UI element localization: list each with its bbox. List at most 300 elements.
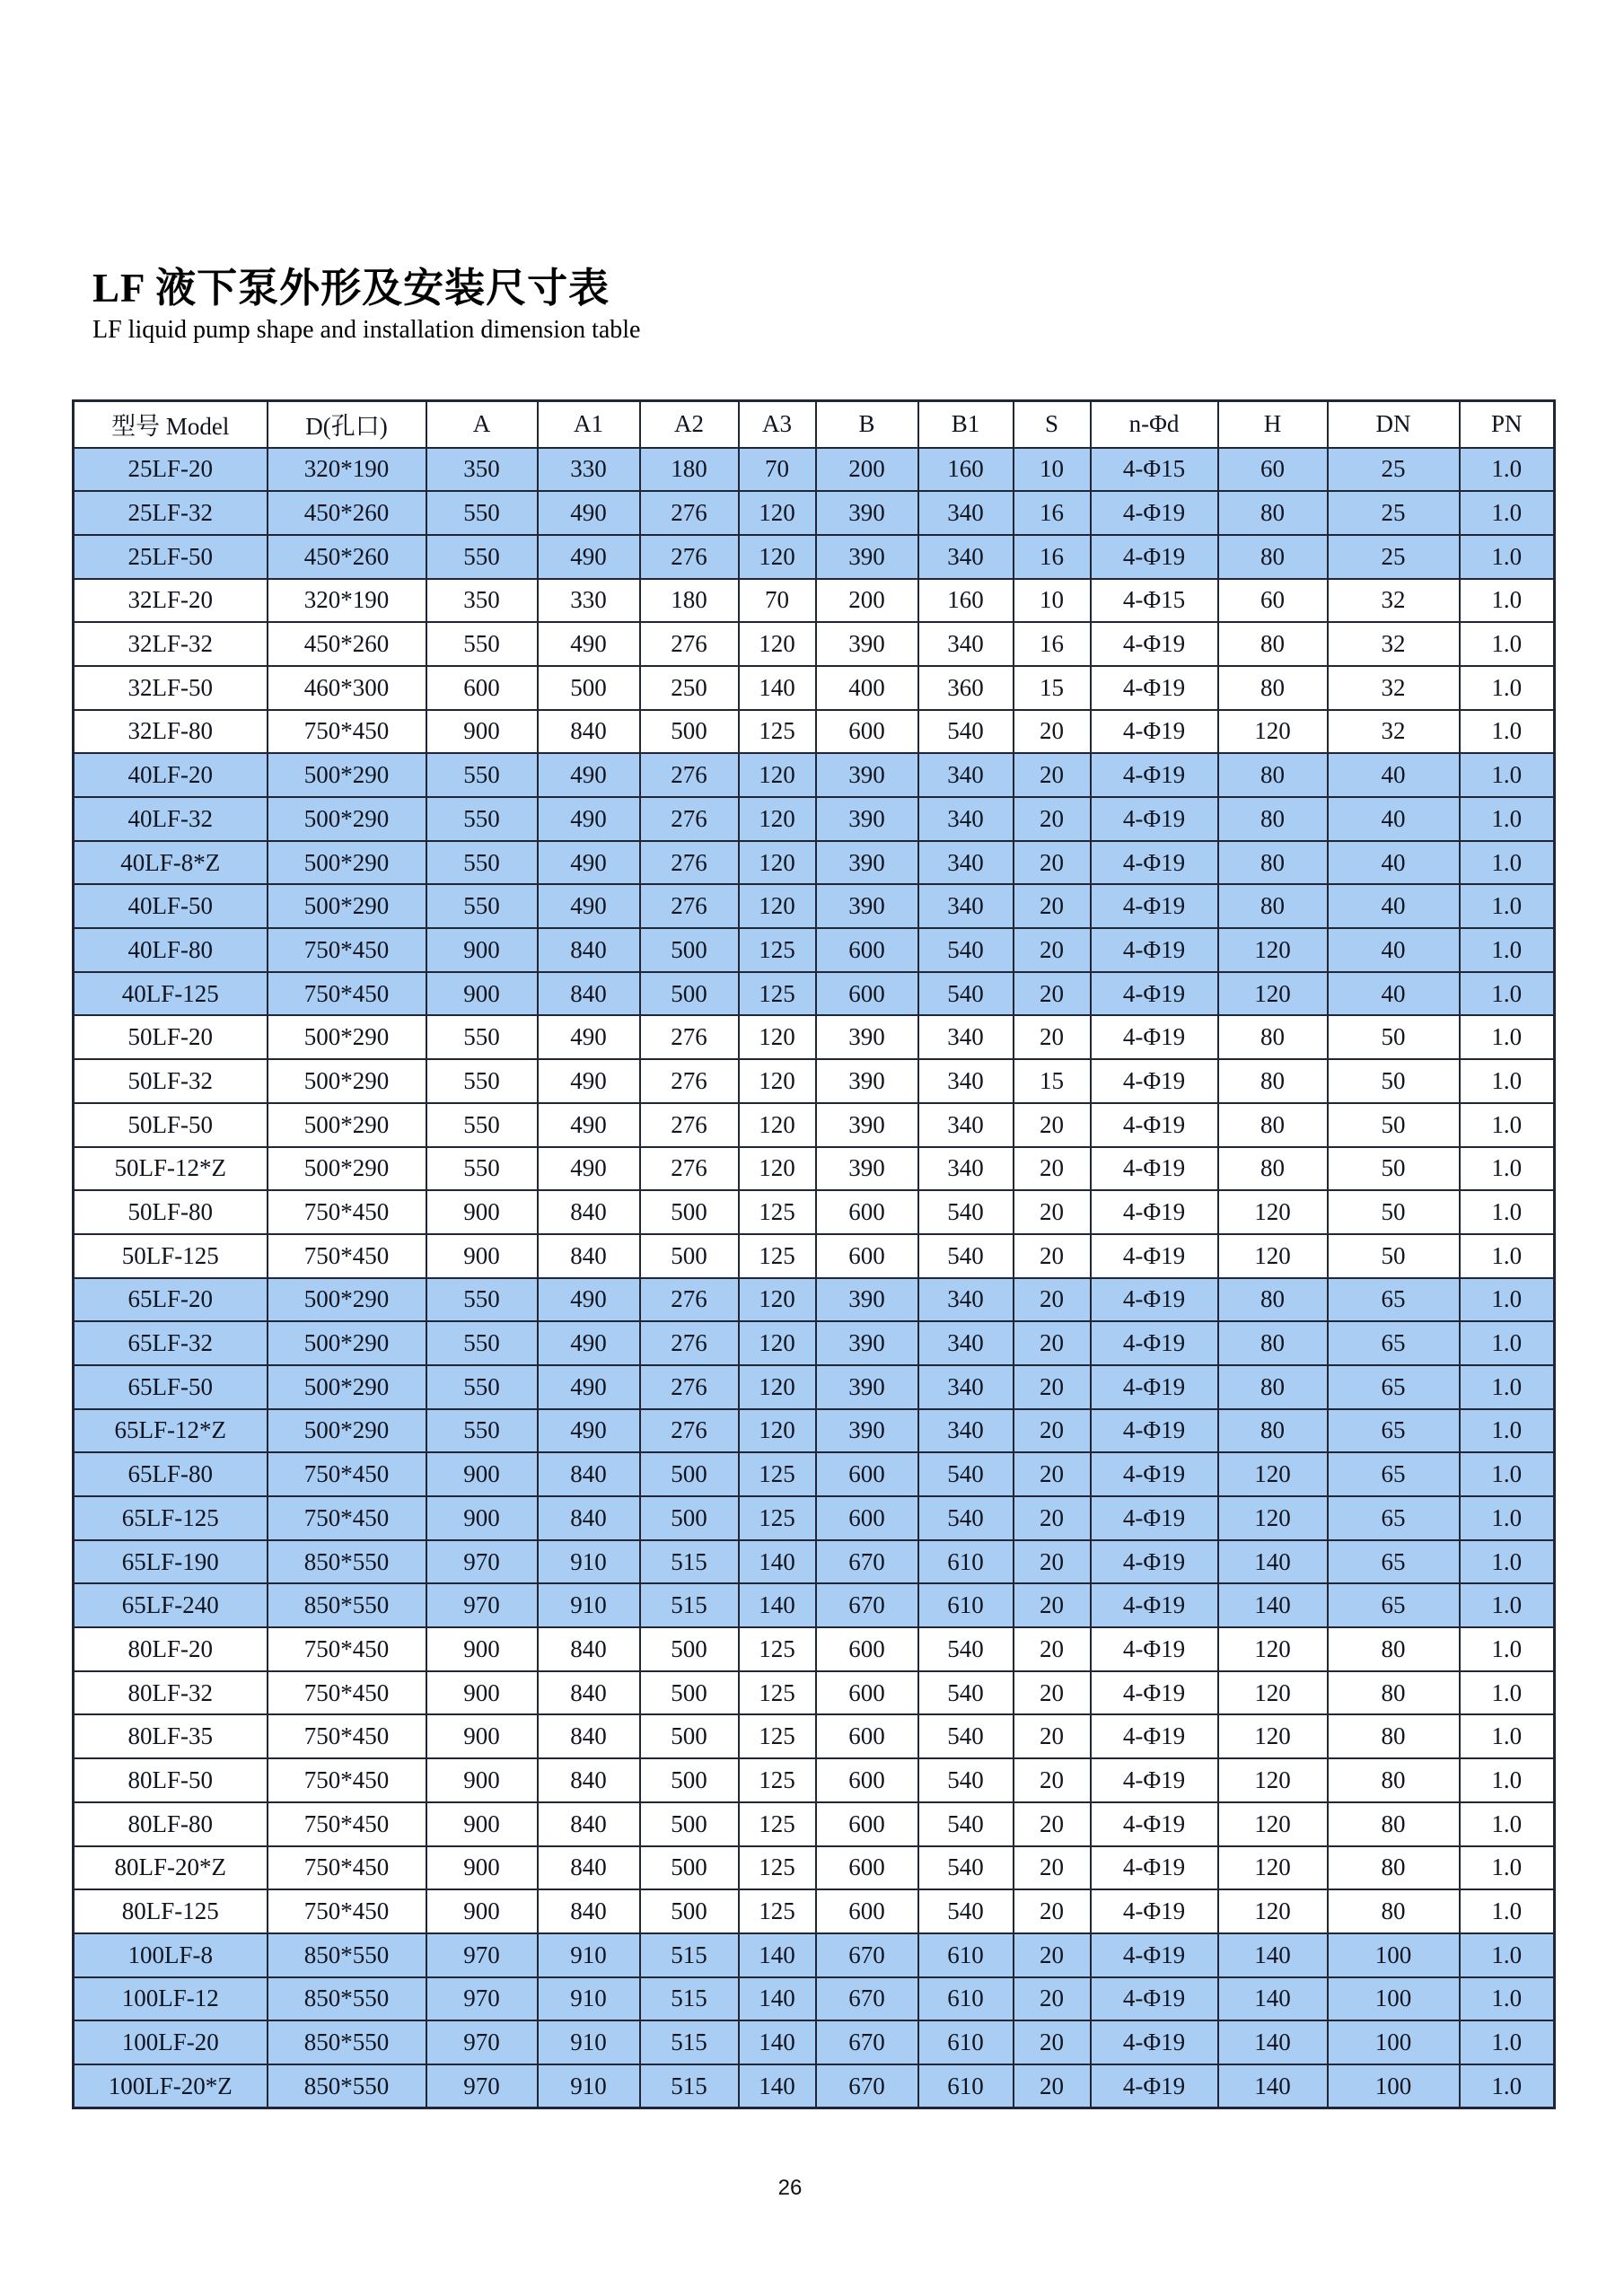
table-cell: 390 [816,1103,918,1147]
table-cell: 900 [426,1758,538,1802]
column-header: D(孔口) [268,401,426,448]
table-cell: 276 [640,841,739,885]
column-header: B1 [918,401,1014,448]
table-cell: 540 [918,1627,1014,1671]
table-cell: 900 [426,1714,538,1758]
table-cell: 390 [816,1059,918,1103]
table-cell: 4-Φ19 [1091,1190,1218,1234]
table-cell: 1.0 [1460,1977,1555,2021]
table-cell: 4-Φ19 [1091,797,1218,841]
table-cell: 1.0 [1460,1889,1555,1933]
table-cell: 970 [426,2064,538,2108]
table-cell: 120 [739,1409,816,1453]
table-cell: 32 [1328,666,1460,710]
table-cell: 32LF-32 [74,622,268,666]
table-cell: 500 [640,1190,739,1234]
table-cell: 320*190 [268,579,426,623]
table-cell: 276 [640,1015,739,1059]
table-cell: 50LF-32 [74,1059,268,1103]
table-cell: 1.0 [1460,1234,1555,1278]
column-header: PN [1460,401,1555,448]
table-cell: 500 [640,972,739,1016]
table-cell: 1.0 [1460,535,1555,579]
table-cell: 1.0 [1460,1103,1555,1147]
table-cell: 276 [640,753,739,797]
table-cell: 125 [739,1889,816,1933]
column-header: DN [1328,401,1460,448]
table-cell: 276 [640,1103,739,1147]
table-cell: 20 [1014,1409,1091,1453]
table-cell: 550 [426,1321,538,1365]
table-cell: 80 [1218,622,1328,666]
table-cell: 390 [816,841,918,885]
table-cell: 120 [739,841,816,885]
table-cell: 50LF-125 [74,1234,268,1278]
table-cell: 20 [1014,1933,1091,1977]
table-cell: 850*550 [268,1977,426,2021]
page-title: LF 液下泵外形及安装尺寸表 [92,266,610,311]
table-cell: 840 [538,710,640,754]
table-cell: 600 [816,1889,918,1933]
table-cell: 276 [640,1059,739,1103]
table-cell: 25 [1328,448,1460,492]
table-cell: 120 [1218,972,1328,1016]
table-cell: 540 [918,1671,1014,1715]
table-cell: 180 [640,448,739,492]
table-cell: 4-Φ19 [1091,622,1218,666]
table-cell: 4-Φ19 [1091,1103,1218,1147]
table-cell: 65 [1328,1496,1460,1540]
table-cell: 125 [739,1671,816,1715]
table-cell: 65LF-125 [74,1496,268,1540]
table-cell: 750*450 [268,1846,426,1890]
column-header: 型号 Model [74,401,268,448]
table-cell: 120 [739,797,816,841]
table-cell: 750*450 [268,1452,426,1496]
dimension-table [72,399,1556,2109]
table-cell: 900 [426,1452,538,1496]
table-cell: 840 [538,1758,640,1802]
table-cell: 65LF-240 [74,1583,268,1627]
table-cell: 20 [1014,1627,1091,1671]
table-cell: 600 [816,1802,918,1846]
table-cell: 4-Φ19 [1091,1933,1218,1977]
table-cell: 340 [918,884,1014,928]
table-row [74,1015,1555,1059]
table-cell: 540 [918,1889,1014,1933]
table-cell: 65 [1328,1365,1460,1409]
table-row [74,1802,1555,1846]
table-row [74,1758,1555,1802]
table-cell: 515 [640,2064,739,2108]
table-cell: 20 [1014,1671,1091,1715]
table-row [74,491,1555,535]
table-cell: 490 [538,1365,640,1409]
table-cell: 60 [1218,448,1328,492]
table-cell: 910 [538,1583,640,1627]
table-cell: 600 [816,1714,918,1758]
table-cell: 900 [426,710,538,754]
table-cell: 600 [816,1452,918,1496]
table-cell: 1.0 [1460,1758,1555,1802]
table-cell: 4-Φ19 [1091,1889,1218,1933]
table-cell: 500*290 [268,1103,426,1147]
table-cell: 4-Φ19 [1091,2020,1218,2064]
table-cell: 390 [816,1365,918,1409]
table-cell: 600 [816,1846,918,1890]
table-cell: 400 [816,666,918,710]
table-row [74,666,1555,710]
table-cell: 540 [918,1714,1014,1758]
table-cell: 40 [1328,972,1460,1016]
table-cell: 120 [739,1365,816,1409]
table-cell: 140 [739,1933,816,1977]
column-header: S [1014,401,1091,448]
table-cell: 50LF-12*Z [74,1147,268,1191]
table-cell: 600 [816,1758,918,1802]
table-cell: 540 [918,1758,1014,1802]
table-cell: 4-Φ19 [1091,928,1218,972]
table-cell: 4-Φ19 [1091,884,1218,928]
table-cell: 540 [918,710,1014,754]
table-cell: 1.0 [1460,579,1555,623]
table-cell: 490 [538,1059,640,1103]
table-cell: 490 [538,491,640,535]
table-cell: 160 [918,448,1014,492]
table-cell: 25 [1328,491,1460,535]
table-cell: 340 [918,1278,1014,1322]
table-cell: 1.0 [1460,1059,1555,1103]
table-cell: 70 [739,448,816,492]
table-cell: 80 [1328,1627,1460,1671]
table-cell: 120 [1218,1802,1328,1846]
table-cell: 500*290 [268,1059,426,1103]
table-cell: 20 [1014,1540,1091,1584]
column-header: H [1218,401,1328,448]
table-cell: 4-Φ19 [1091,1846,1218,1890]
table-cell: 850*550 [268,1933,426,1977]
table-cell: 4-Φ19 [1091,1627,1218,1671]
table-cell: 4-Φ19 [1091,972,1218,1016]
table-cell: 180 [640,579,739,623]
table-cell: 900 [426,972,538,1016]
table-cell: 15 [1014,666,1091,710]
table-cell: 65LF-50 [74,1365,268,1409]
table-row [74,884,1555,928]
table-cell: 500*290 [268,1409,426,1453]
table-cell: 550 [426,1147,538,1191]
table-cell: 1.0 [1460,1714,1555,1758]
table-cell: 4-Φ19 [1091,1059,1218,1103]
table-cell: 900 [426,1889,538,1933]
table-cell: 970 [426,1977,538,2021]
table-cell: 750*450 [268,1190,426,1234]
table-cell: 120 [1218,1846,1328,1890]
table-cell: 4-Φ19 [1091,1321,1218,1365]
column-header: A [426,401,538,448]
table-cell: 40LF-20 [74,753,268,797]
table-cell: 490 [538,841,640,885]
table-row [74,1321,1555,1365]
table-cell: 125 [739,1234,816,1278]
table-cell: 20 [1014,1147,1091,1191]
table-cell: 80 [1218,1409,1328,1453]
table-row [74,2020,1555,2064]
table-cell: 40 [1328,928,1460,972]
table-cell: 670 [816,2064,918,2108]
table-cell: 40LF-8*Z [74,841,268,885]
table-cell: 120 [1218,1671,1328,1715]
table-cell: 910 [538,1933,640,1977]
table-cell: 80 [1328,1714,1460,1758]
table-cell: 1.0 [1460,448,1555,492]
table-row [74,1190,1555,1234]
table-row [74,1671,1555,1715]
table-cell: 840 [538,1671,640,1715]
table-cell: 140 [739,2020,816,2064]
table-cell: 120 [739,884,816,928]
column-header: B [816,401,918,448]
table-cell: 330 [538,579,640,623]
page-subtitle: LF liquid pump shape and installation dimension table [92,316,641,344]
table-cell: 490 [538,797,640,841]
table-row [74,1627,1555,1671]
table-cell: 80 [1218,666,1328,710]
table-cell: 80 [1218,884,1328,928]
table-cell: 80 [1218,1015,1328,1059]
table-cell: 970 [426,2020,538,2064]
table-cell: 390 [816,797,918,841]
table-cell: 500*290 [268,1278,426,1322]
table-cell: 490 [538,1278,640,1322]
table-cell: 1.0 [1460,1846,1555,1890]
table-cell: 32 [1328,710,1460,754]
table-cell: 80 [1328,1889,1460,1933]
column-header: A1 [538,401,640,448]
table-row [74,1103,1555,1147]
table-cell: 550 [426,1059,538,1103]
table-cell: 140 [739,666,816,710]
table-cell: 750*450 [268,1496,426,1540]
table-cell: 120 [739,1147,816,1191]
table-cell: 500 [640,1234,739,1278]
table-cell: 1.0 [1460,1627,1555,1671]
table-cell: 540 [918,1496,1014,1540]
table-cell: 250 [640,666,739,710]
table-cell: 32LF-20 [74,579,268,623]
table-cell: 80 [1328,1671,1460,1715]
table-cell: 600 [816,1671,918,1715]
table-cell: 32LF-50 [74,666,268,710]
table-cell: 200 [816,579,918,623]
table-cell: 4-Φ19 [1091,841,1218,885]
table-cell: 550 [426,753,538,797]
table-cell: 550 [426,1103,538,1147]
table-cell: 125 [739,1802,816,1846]
table-cell: 120 [1218,1714,1328,1758]
table-cell: 4-Φ15 [1091,448,1218,492]
table-cell: 120 [1218,1496,1328,1540]
table-cell: 1.0 [1460,2020,1555,2064]
table-cell: 50 [1328,1015,1460,1059]
table-cell: 1.0 [1460,1147,1555,1191]
table-cell: 500*290 [268,1147,426,1191]
table-cell: 610 [918,2020,1014,2064]
table-cell: 125 [739,1627,816,1671]
table-cell: 500 [640,1758,739,1802]
table-cell: 330 [538,448,640,492]
table-cell: 276 [640,1278,739,1322]
table-cell: 500 [640,1627,739,1671]
table-cell: 4-Φ19 [1091,1714,1218,1758]
table-cell: 40LF-50 [74,884,268,928]
table-cell: 1.0 [1460,1496,1555,1540]
table-cell: 65LF-20 [74,1278,268,1322]
table-cell: 20 [1014,1714,1091,1758]
table-cell: 25LF-20 [74,448,268,492]
table-row [74,1147,1555,1191]
table-cell: 500 [640,1671,739,1715]
table-cell: 120 [739,535,816,579]
table-body [74,448,1555,2108]
table-cell: 500 [640,1846,739,1890]
table-cell: 900 [426,1846,538,1890]
table-cell: 80 [1218,753,1328,797]
table-cell: 750*450 [268,1627,426,1671]
table-cell: 1.0 [1460,1015,1555,1059]
table-cell: 100LF-8 [74,1933,268,1977]
table-cell: 350 [426,579,538,623]
table-cell: 350 [426,448,538,492]
table-cell: 20 [1014,884,1091,928]
table-cell: 40 [1328,753,1460,797]
table-cell: 670 [816,1977,918,2021]
table-cell: 340 [918,1409,1014,1453]
table-cell: 600 [816,1190,918,1234]
table-cell: 4-Φ19 [1091,1977,1218,2021]
table-cell: 20 [1014,797,1091,841]
table-cell: 50 [1328,1190,1460,1234]
table-cell: 320*190 [268,448,426,492]
table-cell: 20 [1014,1278,1091,1322]
table-cell: 970 [426,1583,538,1627]
table-cell: 490 [538,884,640,928]
table-row [74,1452,1555,1496]
table-cell: 550 [426,1278,538,1322]
table-cell: 80 [1218,535,1328,579]
table-cell: 515 [640,1933,739,1977]
table-cell: 4-Φ19 [1091,1496,1218,1540]
table-cell: 276 [640,797,739,841]
table-cell: 276 [640,1321,739,1365]
table-cell: 65 [1328,1452,1460,1496]
column-header: n-Φd [1091,401,1218,448]
table-cell: 50 [1328,1103,1460,1147]
table-row [74,1933,1555,1977]
table-cell: 80LF-50 [74,1758,268,1802]
table-cell: 80LF-20*Z [74,1846,268,1890]
table-cell: 125 [739,1496,816,1540]
table-cell: 750*450 [268,710,426,754]
table-cell: 276 [640,1365,739,1409]
table-cell: 32LF-80 [74,710,268,754]
table-cell: 20 [1014,1758,1091,1802]
table-cell: 276 [640,491,739,535]
table-cell: 100LF-12 [74,1977,268,2021]
table-cell: 910 [538,2064,640,2108]
table-cell: 120 [1218,1758,1328,1802]
table-cell: 750*450 [268,1889,426,1933]
table-cell: 390 [816,1409,918,1453]
table-cell: 120 [739,1278,816,1322]
table-cell: 500 [640,1802,739,1846]
table-cell: 670 [816,2020,918,2064]
table-cell: 900 [426,928,538,972]
table-cell: 600 [426,666,538,710]
table-cell: 500 [640,1889,739,1933]
table-cell: 490 [538,1147,640,1191]
table-cell: 120 [739,1059,816,1103]
table-row [74,797,1555,841]
table-cell: 65LF-32 [74,1321,268,1365]
table-cell: 610 [918,1540,1014,1584]
table-cell: 25LF-50 [74,535,268,579]
table-cell: 540 [918,1234,1014,1278]
table-cell: 900 [426,1802,538,1846]
table-cell: 340 [918,1103,1014,1147]
table-row [74,622,1555,666]
table-cell: 140 [1218,1977,1328,2021]
table-cell: 840 [538,1452,640,1496]
table-cell: 40LF-80 [74,928,268,972]
table-row [74,710,1555,754]
table-cell: 140 [1218,1583,1328,1627]
table-cell: 80LF-20 [74,1627,268,1671]
table-cell: 340 [918,841,1014,885]
table-cell: 670 [816,1540,918,1584]
table-cell: 900 [426,1627,538,1671]
table-cell: 16 [1014,622,1091,666]
table-row [74,1234,1555,1278]
table-cell: 390 [816,1321,918,1365]
table-cell: 20 [1014,710,1091,754]
table-cell: 20 [1014,1452,1091,1496]
table-cell: 4-Φ19 [1091,1147,1218,1191]
table-cell: 20 [1014,1802,1091,1846]
table-cell: 125 [739,1190,816,1234]
table-cell: 80LF-80 [74,1802,268,1846]
table-cell: 16 [1014,491,1091,535]
table-cell: 20 [1014,1103,1091,1147]
table-cell: 20 [1014,2020,1091,2064]
table-cell: 140 [1218,1933,1328,1977]
table-row [74,1365,1555,1409]
table-cell: 80 [1218,1059,1328,1103]
table-row [74,1409,1555,1453]
table-cell: 20 [1014,1583,1091,1627]
table-cell: 500*290 [268,797,426,841]
table-cell: 490 [538,1321,640,1365]
table-cell: 750*450 [268,1714,426,1758]
table-cell: 4-Φ19 [1091,1278,1218,1322]
table-cell: 550 [426,491,538,535]
table-cell: 120 [1218,1234,1328,1278]
table-cell: 840 [538,1234,640,1278]
table-cell: 20 [1014,1889,1091,1933]
table-cell: 4-Φ19 [1091,1802,1218,1846]
table-cell: 32 [1328,579,1460,623]
table-cell: 4-Φ19 [1091,535,1218,579]
